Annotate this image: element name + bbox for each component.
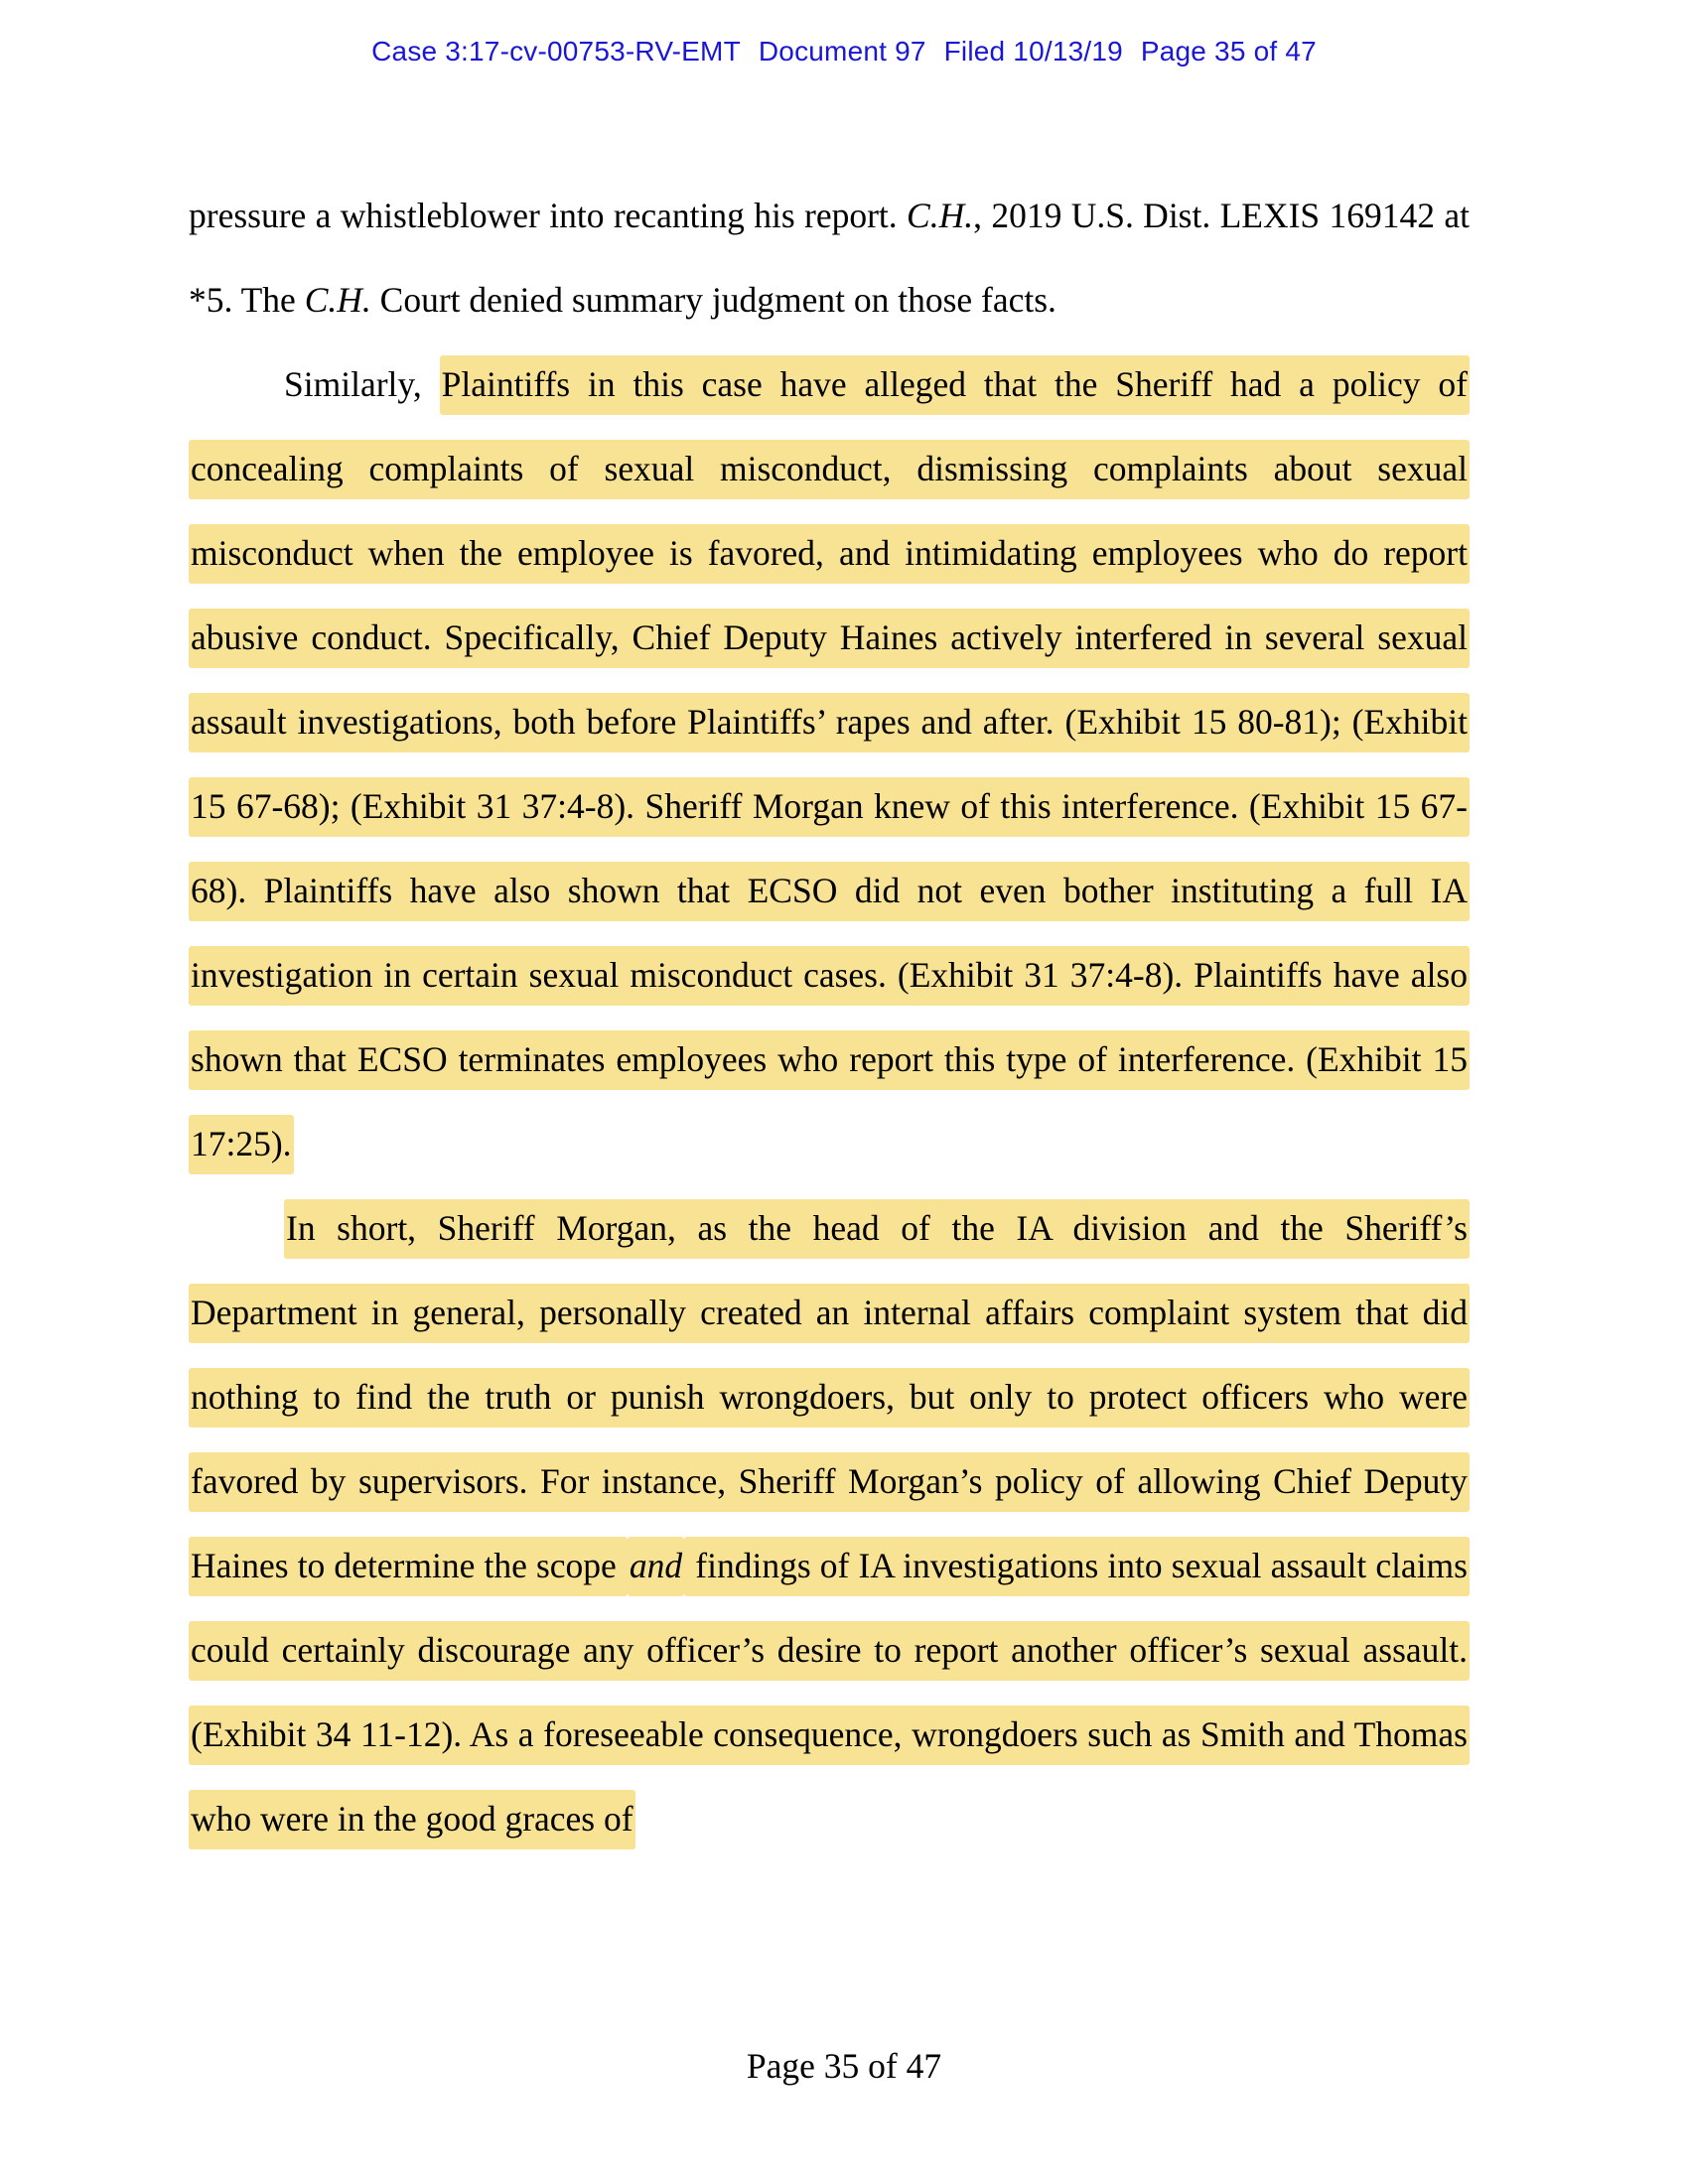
p1-case-cite-1: C.H. [907, 196, 974, 235]
paragraph-2 [189, 342, 1470, 1186]
p1-run-1: pressure a whistleblower into recanting his report. [189, 196, 908, 235]
p2-run-1: Similarly, [284, 364, 440, 404]
p1-case-cite-2: C.H. [304, 280, 371, 320]
p1-run-3: , 2019 U.S. Dist. LEXIS 169142 at *5. The [189, 196, 1471, 320]
p3-highlighted-italic-and: and [628, 1537, 684, 1596]
ecf-document-number: Document 97 [758, 36, 926, 67]
paragraph-3 [189, 1186, 1470, 1861]
p1-run-5: Court denied summary judgment on those facts. [370, 280, 1056, 320]
document-body [189, 174, 1470, 1861]
ecf-header-stamp [0, 36, 1688, 68]
footer-page-number: Page 35 of 47 [746, 2046, 942, 2086]
paragraph-1 [189, 174, 1470, 342]
p3-highlighted-run-3: findings of IA investigations into sexual assault claims could certainly discourage any officer’s desire to report another officer’s sexual assault. (Exhibit 34 11-12). As a foreseeable consequence, wrongdoers such as Smith and Thomas who were in the good graces of [189, 1537, 1470, 1849]
p3-highlighted-run-1: In short, Sheriff Morgan, as the head of the IA division and the Sheriff’s Department in general, personally created an internal affairs complaint system that did nothing to find the truth or punish wrongdoers, but only to protect officers who were favored by supervisors. For instance, Sheriff Morgan’s policy of allowing Chief Deputy Haines to determine the scope [189, 1199, 1470, 1596]
ecf-filed-date: Filed 10/13/19 [943, 36, 1123, 67]
p2-highlighted-text: Plaintiffs in this case have alleged that the Sheriff had a policy of concealing complaints of sexual misconduct, dismissing complaints about sexual misconduct when the employee is favored, and intimidating employees who do report abusive conduct. Specifically, Chief Deputy Haines actively interfered in several sexual assault investigations, both before Plaintiffs’ rapes and after. (Exhibit 15 80-81); (Exhibit 15 67-68); (Exhibit 31 37:4-8). Sheriff Morgan knew of this interference. (Exhibit 15 67-68). Plaintiffs have also shown that ECSO did not even bother instituting a full IA investigation in certain sexual misconduct cases. (Exhibit 31 37:4-8). Plaintiffs have also shown that ECSO terminates employees who report this type of interference. (Exhibit 15 17:25). [189, 355, 1470, 1174]
ecf-page-number: Page 35 of 47 [1140, 36, 1317, 67]
ecf-case-number: Case 3:17-cv-00753-RV-EMT [371, 36, 741, 67]
